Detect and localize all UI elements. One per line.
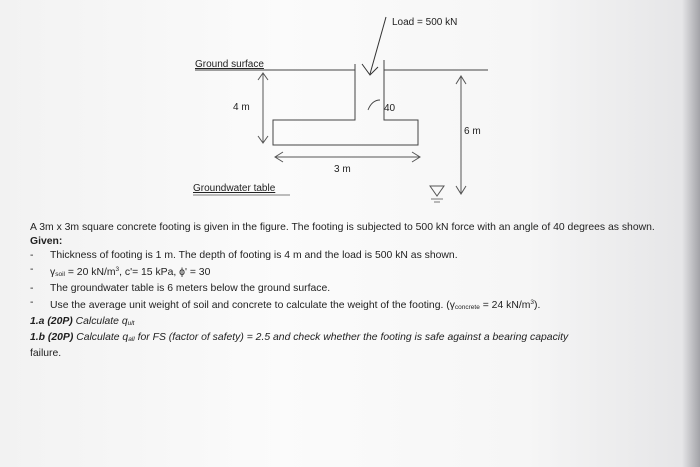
bullet-dash: -: [30, 264, 34, 275]
soil-strength-params: , c'= 15 kPa, ϕ' = 30: [119, 267, 211, 278]
problem-text: [30, 221, 660, 361]
problem-intro: A 3m x 3m square concrete footing is given in the figure. The footing is subjected to 500 kN force with an angle of 40 degrees as shown.: [30, 222, 655, 233]
given-item-thickness: [30, 249, 660, 263]
gamma-symbol: γ: [50, 267, 56, 278]
question-1a-label: 1.a (20P): [30, 316, 73, 327]
gamma-soil-subscript: soil: [55, 271, 65, 278]
soil-unit-weight: = 20 kN/m: [64, 267, 116, 278]
question-1b: [30, 331, 660, 347]
height-label: 6 m: [464, 126, 481, 137]
footing-diagram: [0, 0, 700, 220]
cube-superscript: 3: [115, 266, 120, 273]
water-level-symbol: [430, 186, 444, 196]
given-thickness-text: Thickness of footing is 1 m. The depth of footing is 4 m and the load is 500 kN as shown.: [50, 250, 458, 261]
given-concrete-text: Use the average unit weight of soil and concrete to calculate the weight of the footing. (γ: [50, 300, 455, 311]
given-item-gwt: [30, 282, 660, 296]
question-1b-text: Calculate q: [73, 332, 129, 343]
groundwater-table-label: Groundwater table: [193, 183, 276, 194]
bullet-dash: -: [30, 283, 34, 294]
given-item-concrete: [30, 296, 660, 315]
concrete-tail: ).: [534, 300, 541, 311]
given-heading: Given:: [30, 236, 63, 247]
qall-subscript: all: [128, 336, 135, 343]
angle-arc: [368, 100, 380, 110]
width-label: 3 m: [334, 164, 351, 175]
footing-outline: [273, 60, 418, 145]
bullet-dash: -: [30, 297, 34, 308]
qult-subscript: ult: [127, 320, 135, 327]
question-1a-text: Calculate q: [72, 316, 128, 327]
question-1b-continued: failure.: [30, 348, 62, 359]
given-item-soil: [30, 263, 660, 282]
cube-superscript: 3: [530, 299, 534, 306]
question-1b-label: 1.b (20P): [30, 332, 74, 343]
concrete-unit-weight: = 24 kN/m: [479, 300, 531, 311]
question-1a: [30, 315, 660, 331]
load-label: Load = 500 kN: [392, 17, 458, 28]
question-1b-rest: for FS (factor of safety) = 2.5 and check whether the footing is safe against a bearing capacity: [134, 332, 569, 343]
ground-surface-label: Ground surface: [195, 59, 264, 70]
gamma-concrete-subscript: concrete: [454, 304, 480, 311]
depth-label: 4 m: [233, 102, 250, 113]
bullet-dash: -: [30, 250, 34, 261]
given-gwt-text: The groundwater table is 6 meters below the ground surface.: [50, 283, 331, 294]
angle-label: 40: [384, 103, 396, 114]
